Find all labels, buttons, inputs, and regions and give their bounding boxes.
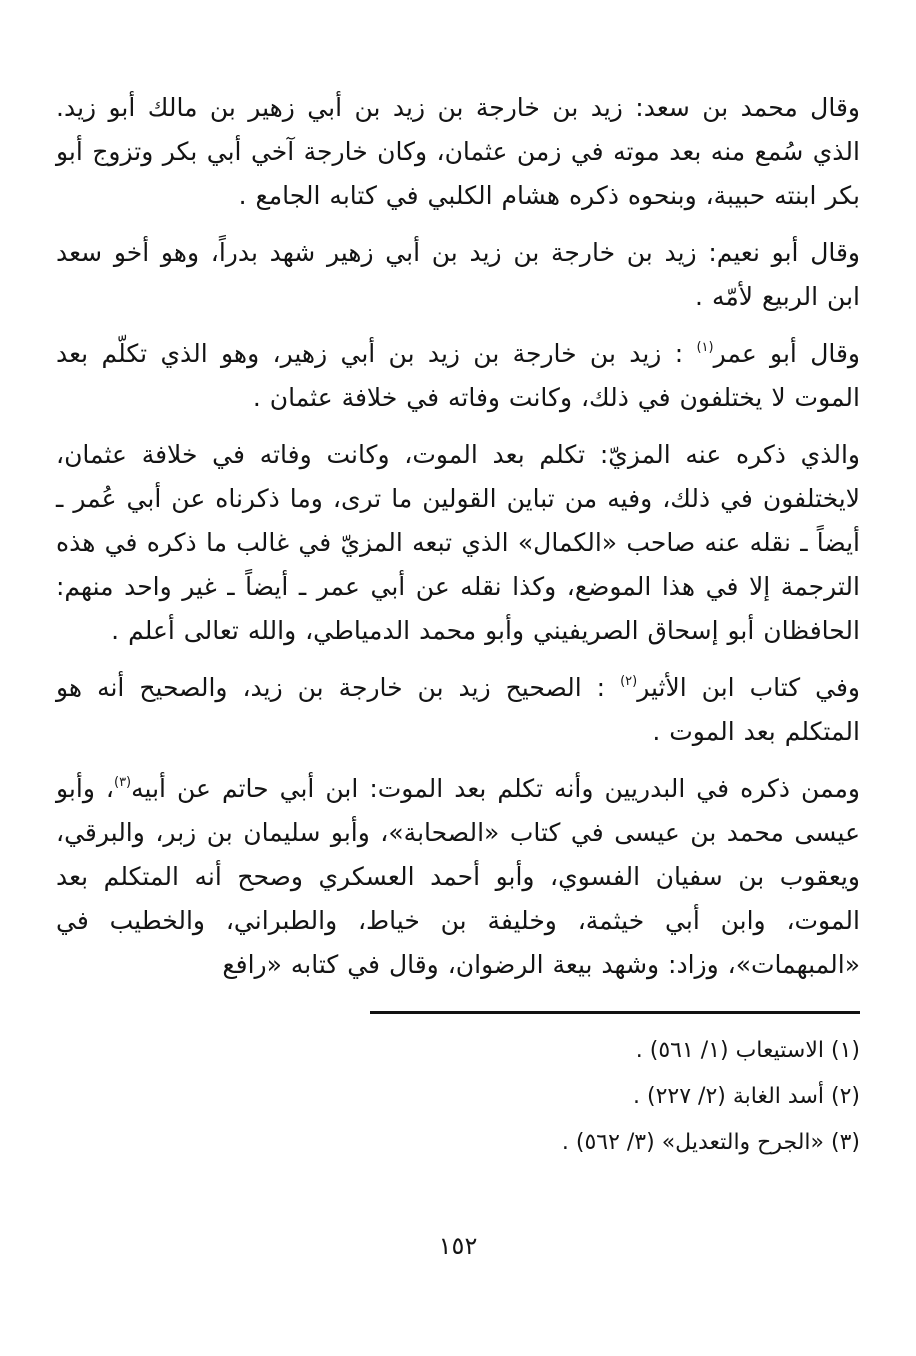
- footnote-ref: (٣): [113, 774, 132, 790]
- footnotes-section: [56, 1011, 860, 1166]
- paragraph-3: وقال أبو عمر$^{(١)}$ : زيد بن خارجة بن زيد بن أبي زهير، وهو الذي تكلّم بعد الموت لا يختلفون في ذلك، وكانت وفاته في خلافة عثمان .: [56, 339, 860, 412]
- paragraph-4: والذي ذكره عنه المزيّ: تكلم بعد الموت، وكانت وفاته في خلافة عثمان، لايختلفون في ذلك، وفيه من تباين القولين ما ترى، وما ذكرناه عن أبي عُمر ـ أيضاً ـ نقله عنه صاحب «الكمال» الذي تبعه المزيّ في غالب ما ذكره في هذه الترجمة إلا في هذا الموضع، وكذا نقله عن أبي عمر ـ أيضاً ـ غير واحد منهم: الحافظان أبو إسحاق الصريفيني وأبو محمد الدمياطي، والله تعالى أعلم .: [56, 440, 860, 645]
- paragraph-6: وممن ذكره في البدريين وأنه تكلم بعد الموت: ابن أبي حاتم عن أبيه$^{(٣)}$، وأبو عيسى محمد بن عيسى في كتاب «الصحابة»، وأبو سليمان بن زبر، والبرقي، ويعقوب بن سفيان الفسوي، وأبو أحمد العسكري وصحح أنه المتكلم بعد الموت، وابن أبي خيثمة، وخليفة بن خياط، والطبراني، والخطيب في «المبهمات»، وزاد: وشهد بيعة الرضوان، وقال في كتابه «رافع: [56, 774, 860, 979]
- footnote-ref: (٢): [620, 673, 638, 689]
- footnote-separator-rule: [370, 1011, 860, 1014]
- footnote-3: (٣) «الجرح والتعديل» (٣/ ٥٦٢) .: [561, 1130, 860, 1155]
- footnote-2: (٢) أسد الغابة (٢/ ٢٢٧) .: [633, 1084, 860, 1109]
- paragraph-1: وقال محمد بن سعد: زيد بن خارجة بن زيد بن أبي زهير بن مالك أبو زيد. الذي سُمع منه بعد موته في زمن عثمان، وكان خارجة آخي أبي بكر وتزوج أبو بكر ابنته حبيبة، وبنحوه ذكره هشام الكلبي في كتابه الجامع .: [56, 93, 860, 210]
- paragraph-2: وقال أبو نعيم: زيد بن خارجة بن زيد بن أبي زهير شهد بدراً، وهو أخو سعد ابن الربيع لأمّه .: [56, 238, 860, 311]
- paragraph-5: وفي كتاب ابن الأثير$^{(٢)}$ : الصحيح زيد بن خارجة بن زيد، والصحيح أنه هو المتكلم بعد الموت .: [56, 673, 860, 746]
- page-number: ١٥٢: [438, 1232, 478, 1260]
- main-text: [56, 86, 860, 987]
- footnote-ref: (١): [696, 339, 714, 355]
- footnote-1: (١) الاستيعاب (١/ ٥٦١) .: [635, 1038, 860, 1063]
